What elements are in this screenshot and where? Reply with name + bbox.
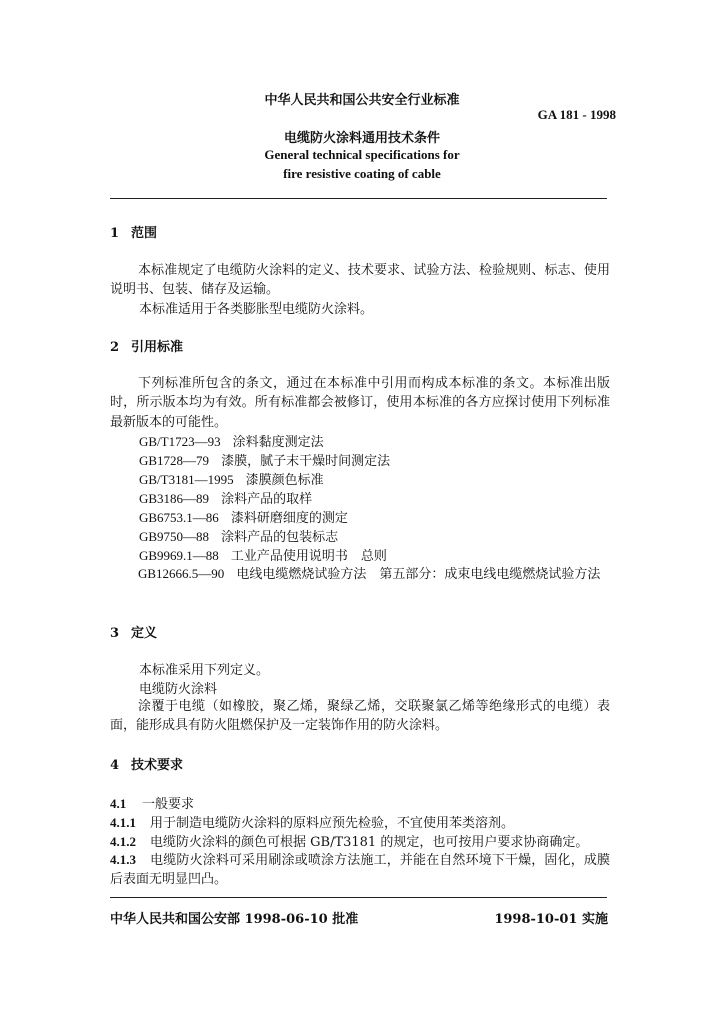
reference-item: [139, 469, 324, 488]
reference-code: GB/T1723—93: [139, 434, 221, 449]
title-chinese: 电缆防火涂料通用技术条件: [283, 131, 440, 146]
reference-code: GB/T3181—1995: [139, 472, 234, 487]
footer-effective: 1998-10-01 实施: [494, 912, 608, 927]
reference-code: GB3186—89: [139, 491, 210, 506]
section-1-paragraph-2: 本标准适用于各类膨胀型电缆防火涂料。: [139, 302, 374, 317]
clause-text: 用于制造电缆防火涂料的原料应预先检验，不宜使用苯类溶剂。: [150, 816, 515, 831]
section-2-paragraph-1: 下列标准所包含的条文，通过在本标准中引用而构成本标准的条文。本标准出版时，所示版本均为有效。所有标准都会被修订，使用本标准的各方应探讨使用下列标准最新版本的可能性。: [110, 376, 610, 430]
section-1-heading: [110, 222, 157, 241]
reference-item: [139, 526, 338, 545]
subsection-number: 4.1: [110, 796, 127, 811]
section-4-title: 技术要求: [131, 758, 184, 773]
reference-item: [139, 450, 390, 469]
section-3-paragraph-1: 本标准采用下列定义。: [139, 663, 270, 678]
reference-item: [139, 431, 324, 450]
section-2-title: 引用标准: [131, 340, 184, 355]
subsection-title: 一般要求: [142, 797, 195, 812]
subsection-4-1: [110, 793, 194, 812]
reference-code: GB9750—88: [139, 529, 210, 544]
section-4-number: 4: [110, 758, 120, 773]
section-2-number: 2: [110, 340, 120, 355]
section-3-number: 3: [110, 626, 120, 641]
footer-issued: 中华人民共和国公安部 1998-06-10 批准: [110, 912, 359, 927]
title-english-line-2: fire resistive coating of cable: [283, 166, 441, 181]
header-org-standard: 中华人民共和国公共安全行业标准: [264, 93, 460, 108]
section-1-number: 1: [110, 226, 120, 241]
clause-number: 4.1.3: [110, 852, 136, 867]
reference-item: [139, 507, 348, 526]
reference-code: GB9969.1—88: [139, 548, 219, 563]
reference-name: 漆料研磨细度的测定: [230, 511, 348, 526]
clause-text: 电缆防火涂料的颜色可根据 GB/T3181 的规定，也可按用户要求协商确定。: [150, 835, 589, 850]
section-1-title: 范围: [131, 226, 158, 241]
reference-name: 工业产品使用说明书 总则: [230, 549, 387, 564]
footer-divider: [110, 897, 607, 898]
section-3-term: 电缆防火涂料: [139, 682, 218, 697]
title-english-line-1: General technical specifications for: [264, 147, 460, 162]
section-2-heading: [110, 336, 183, 355]
section-4-heading: [110, 754, 183, 773]
clause-item: [110, 850, 610, 890]
section-3-heading: [110, 622, 157, 641]
clause-text: 电缆防火涂料可采用刷涂或喷涂方法施工，并能在自然环境下干燥，固化，成膜后表面无明显凹凸。: [110, 853, 610, 888]
reference-code: GB1728—79: [139, 453, 210, 468]
clause-item: [110, 812, 514, 831]
reference-item: [139, 545, 387, 564]
reference-code: GB6753.1—86: [139, 510, 219, 525]
reference-name: 涂料产品的包装标志: [221, 530, 339, 545]
reference-item: [110, 564, 610, 584]
reference-name: 电线电缆燃烧试验方法 第五部分：成束电线电缆燃烧试验方法: [236, 567, 601, 582]
reference-name: 涂料产品的取样: [221, 492, 313, 507]
clause-item: [110, 831, 588, 850]
reference-code: GB12666.5—90: [138, 566, 225, 581]
clause-number: 4.1.2: [110, 834, 136, 849]
section-3-definition: 涂覆于电缆（如橡胶，聚乙烯，聚绿乙烯，交联聚氯乙烯等绝缘形式的电缆）表面，能形成具有防火阻燃保护及一定装饰作用的防火涂料。: [110, 699, 610, 734]
reference-name: 漆膜颜色标准: [245, 473, 324, 488]
standard-number: GA 181 - 1998: [537, 107, 616, 122]
reference-item: [139, 488, 312, 507]
clause-number: 4.1.1: [110, 815, 136, 830]
reference-name: 漆膜，腻子末干燥时间测定法: [221, 454, 391, 469]
section-3-title: 定义: [131, 626, 158, 641]
section-1-paragraph-1: 本标准规定了电缆防火涂料的定义、技术要求、试验方法、检验规则、标志、使用说明书、包装、储存及运输。: [110, 263, 610, 298]
header-divider: [110, 198, 607, 199]
reference-name: 涂料黏度测定法: [232, 435, 324, 450]
